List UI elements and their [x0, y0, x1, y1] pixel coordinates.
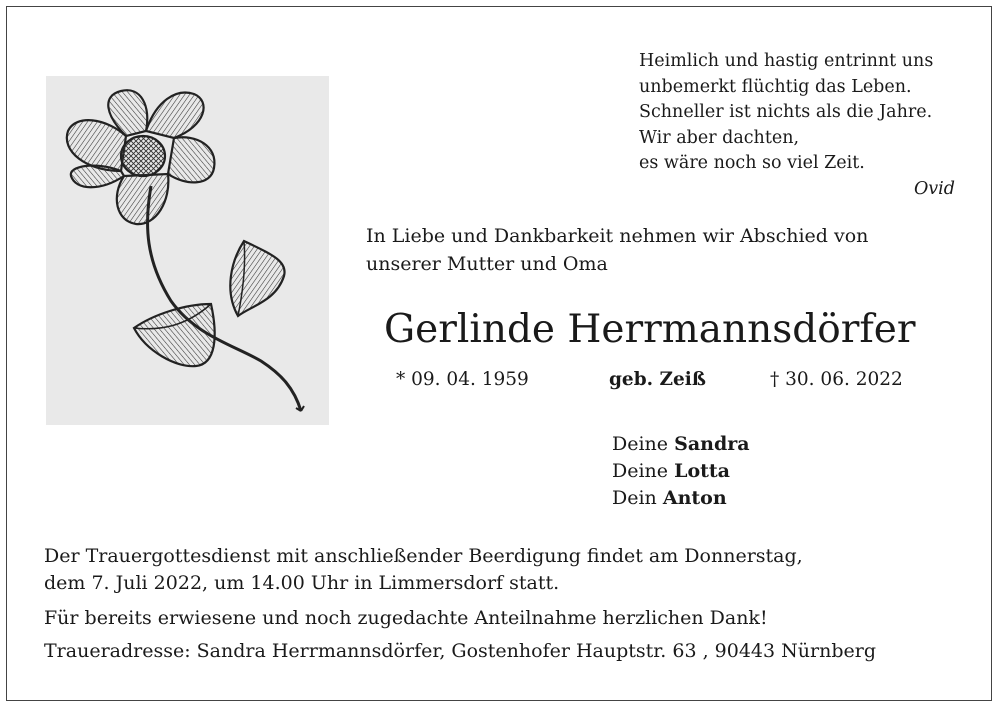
mourning-address: Traueradresse: Sandra Herrmannsdörfer, Gostenhofer Hauptstr. 63 , 90443 Nürnberg — [44, 640, 876, 662]
family-name: Lotta — [674, 460, 730, 482]
family-name: Sandra — [674, 433, 750, 455]
thanks-text: Für bereits erwiesene und noch zugedachte Anteilnahme herzlichen Dank! — [44, 607, 768, 629]
poem-line: Heimlich und hastig entrinnt uns — [639, 51, 934, 71]
poem-author: Ovid — [913, 178, 955, 199]
farewell-line: unserer Mutter und Oma — [366, 253, 608, 275]
service-line: Der Trauergottesdienst mit anschließender Beerdigung findet am Donnerstag, — [44, 545, 803, 567]
family-member — [612, 431, 750, 458]
poem-line: Schneller ist nichts als die Jahre. — [639, 102, 933, 122]
poem — [639, 49, 957, 202]
farewell-text — [366, 222, 966, 278]
family-list — [612, 431, 750, 512]
poem-line: es wäre noch so viel Zeit. — [639, 153, 865, 173]
service-line: dem 7. Juli 2022, um 14.00 Uhr in Limmersdorf statt. — [44, 572, 560, 594]
family-prefix: Dein — [612, 487, 657, 509]
death-date: † 30. 06. 2022 — [770, 369, 903, 390]
service-info — [44, 543, 974, 597]
poem-line: unbemerkt flüchtig das Leben. — [639, 76, 912, 97]
family-prefix: Deine — [612, 433, 669, 455]
farewell-line: In Liebe und Dankbarkeit nehmen wir Abschied von — [366, 225, 869, 247]
family-member — [612, 458, 750, 485]
birth-date: * 09. 04. 1959 — [396, 369, 529, 390]
maiden-name: geb. Zeiß — [609, 369, 706, 390]
poem-line: Wir aber dachten, — [639, 127, 800, 148]
deceased-name: Gerlinde Herrmannsdörfer — [384, 307, 916, 352]
family-member — [612, 485, 750, 512]
flower-drawing-icon — [46, 76, 329, 425]
family-name: Anton — [662, 487, 727, 509]
family-prefix: Deine — [612, 460, 669, 482]
